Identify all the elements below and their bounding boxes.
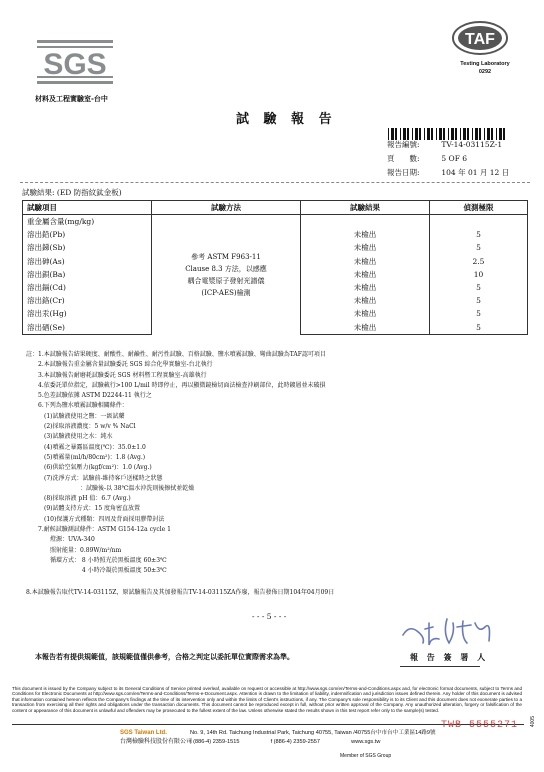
note-line: (10)保護方式種類：四周及背面採用膠帶封法 <box>26 515 165 523</box>
detection-limit: 5 <box>430 241 528 254</box>
note-line: (1)試驗液使用之鹽：一級試藥 <box>26 412 125 420</box>
note-line: (6)供給空氣壓力(kgf/cm²)：1.0 (Avg.) <box>26 464 152 472</box>
note-line: (4)噴霧之暴露區溫度(℃)：35.0±1.0 <box>26 443 146 451</box>
report-title: 試 驗 報 告 <box>236 112 337 127</box>
page-count: 5 OF 6 <box>441 154 468 163</box>
company-name-zh: 台灣檢驗科技股份有限公司 <box>120 739 193 745</box>
test-result: 未檢出 <box>301 307 430 320</box>
note-line: 3.本試驗報告耐磨耗試驗委託 SGS 材料暨工程實驗室-高雄執行 <box>26 371 207 379</box>
taf-logo-text: TAF <box>465 31 495 48</box>
note-line: (2)採取溶液濃度：5 w/v % NaCl <box>26 423 136 431</box>
empty-cell <box>301 215 430 229</box>
detection-limit: 5 <box>430 294 528 307</box>
method-line: (ICP-AES)檢測 <box>201 288 251 297</box>
page-number: - - - 5 - - - <box>252 612 287 621</box>
note-line: 7.耐候試驗測試條件：ASTM G154-12a cycle 1 <box>26 526 171 534</box>
detection-limit: 10 <box>430 268 528 281</box>
note-line: 照射能量：0.89W/m²/nm <box>26 546 122 554</box>
handwritten-signature <box>395 613 525 653</box>
test-item: 溶出砷(As) <box>23 255 152 268</box>
report-number-row <box>387 138 509 152</box>
signatory-label: 報 告 簽 署 人 <box>410 652 489 662</box>
test-item: 溶出鉻(Cr) <box>23 294 152 307</box>
method-line: Clause 8.3 方法，以感應 <box>185 264 267 273</box>
test-item: 溶出鎘(Cd) <box>23 281 152 294</box>
serial-number: TWB 5555271 <box>441 720 519 731</box>
member-text: Member of SGS Group <box>340 753 392 759</box>
detection-limit: 2.5 <box>430 255 528 268</box>
address-line: No. 9, 14th Rd. Taichung Industrial Park, Taichung 40755, Taiwan /40755台中市台中工業區14路9號 <box>190 730 436 736</box>
signature-line <box>400 666 480 667</box>
test-result: 未檢出 <box>301 294 430 307</box>
header-item: 試驗項目 <box>23 201 152 215</box>
report-number: TV-14-03115Z-1 <box>441 140 503 149</box>
results-table <box>22 200 528 335</box>
page-count-row <box>387 152 509 166</box>
sgs-logo <box>35 38 115 88</box>
taf-caption-text: Testing Laboratory <box>460 61 510 67</box>
detection-limit: 5 <box>430 307 528 320</box>
note-line: (5)噴霧量(ml/h/80cm²)：1.8 (Avg.) <box>26 453 146 461</box>
side-code: 4005 <box>530 716 536 728</box>
group-label: 重金屬含量(mg/kg) <box>23 215 152 229</box>
header-result: 試驗結果 <box>301 201 430 215</box>
note-line: 循環方式： 8 小時照光於黑板溫度 60±3℃ <box>26 556 167 564</box>
test-item: 溶出鉛(Pb) <box>23 228 152 241</box>
taf-logo <box>450 18 510 66</box>
test-result: 未檢出 <box>301 268 430 281</box>
note-line: 6.下列為鹽水噴霧試驗相關條件： <box>26 402 128 410</box>
replacement-note: 8.本試驗報告取代TV-14-03115Z，原試驗報告及其加發報告TV-14-03115ZA作廢，報告發佈日期104年04月09日 <box>26 589 335 596</box>
sgs-logo-text: SGS <box>43 48 107 81</box>
divider <box>20 182 530 183</box>
taf-number: 0292 <box>478 69 492 75</box>
contact-line <box>190 738 436 747</box>
header-limit: 偵測極限 <box>430 201 528 215</box>
report-date: 104 年 01 月 12 日 <box>441 168 510 177</box>
website: www.sgs.tw <box>351 739 381 745</box>
detection-limit: 5 <box>430 281 528 294</box>
test-item: 溶出硒(Se) <box>23 321 152 335</box>
method-cell <box>152 215 301 335</box>
taf-caption <box>440 60 530 76</box>
lab-name: 材料及工程實驗室-台中 <box>35 94 108 103</box>
test-result: 未檢出 <box>301 281 430 294</box>
company-name-en: SGS Taiwan Ltd. <box>120 730 167 736</box>
note-line: 2.本試驗報告重金屬含量試驗委託 SGS 綜合化學實驗室-台北執行 <box>26 361 213 369</box>
test-result: 未檢出 <box>301 321 430 335</box>
table-header-row <box>23 201 528 215</box>
note-line: 註：1.本試驗報告結果硬度、耐酸性、耐鹼性、耐污性試驗、百格試驗、鹽水噴霧試驗、彎曲試驗為TAF認可項目 <box>26 351 326 358</box>
report-meta <box>387 138 509 180</box>
disclaimer-text: 本報告若有提供規範值，該規範值僅供參考，合格之判定以委託單位實際需求為準。 <box>35 652 294 661</box>
report-date-label: 報告日期: <box>387 168 420 177</box>
test-item: 溶出鋇(Ba) <box>23 268 152 281</box>
test-item: 溶出汞(Hg) <box>23 307 152 320</box>
fax: f (886-4) 2359-2557 <box>270 739 321 745</box>
test-item: 溶出銻(Sb) <box>23 241 152 254</box>
test-result: 未檢出 <box>301 241 430 254</box>
note-line: 5.色差試驗依據 ASTM D2244-11 執行之 <box>26 392 152 400</box>
empty-cell <box>430 215 528 229</box>
note-line: 燈源：UVA-340 <box>26 536 95 544</box>
report-number-label: 報告編號: <box>387 140 420 149</box>
terms-fine-print: This document is issued by the Company subject to its General Conditions of Service printed overleaf, available on request or accessible at http://www.sgs.com/en/Terms-and-Conditions.aspx and, for electronic format documents, subject to Terms and Conditions for Electronic Documents at http://www.sgs.com/en/Terms-and-Conditions/Terms-e-Document.aspx. Attention is drawn to the limitation of liability, indemnification and jurisdiction issues defined therein. Any holder of this document is advised that information contained hereon reflects the Company's findings at the time of its intervention only and within the limits of Client's instructions, if any. The Company's sole responsibility is to its Client and this document does not exonerate parties to a transaction from exercising all their rights and obligations under the transaction documents. This document cannot be reproduced except in full, without prior written approval of the Company. Any unauthorized alteration, forgery or falsification of the content or appearance of this document is unlawful and offenders may be prosecuted to the fullest extent of the law. Unless otherwise stated the results shown in this test report refer only to the sample(s) tested. <box>12 686 522 713</box>
note-line: (3)試驗液使用之水：純水 <box>26 433 113 441</box>
method-line: 耦合電漿原子發射光譜儀 <box>187 276 265 285</box>
note-line: ：試驗後-以 38℃溫水沖洗則後擦拭並乾燥 <box>26 484 195 492</box>
note-line: (7)洗淨方式：試驗前-維持客戶送樣時之狀態 <box>26 474 163 482</box>
note-line: (8)採取溶液 pH 值：6.7 (Avg.) <box>26 495 131 503</box>
company-address <box>190 729 436 747</box>
report-date-row <box>387 166 509 180</box>
detection-limit: 5 <box>430 321 528 335</box>
note-line: 4 小時冷凝於黑板溫度 50±3℃ <box>26 567 167 575</box>
test-result: 未檢出 <box>301 228 430 241</box>
notes-section <box>26 350 526 577</box>
company-name <box>120 729 192 747</box>
result-header: 試驗結果: (ED 防指紋鈦金板) <box>22 188 122 197</box>
detection-limit: 5 <box>430 228 528 241</box>
phone: t (886-4) 2359-1515 <box>190 739 240 745</box>
note-line: (9)試體支持方式：15 度角密直放置 <box>26 505 141 513</box>
page-count-label: 頁 數: <box>387 154 420 163</box>
table-row <box>23 215 528 229</box>
test-result: 未檢出 <box>301 255 430 268</box>
note-line: 4.依委託單位指定，試驗載行>100 L/mil 時即停止，再以顯微鏡檢切面法檢查沖刷部位，此時鍍層並未破損 <box>26 381 326 389</box>
header-method: 試驗方法 <box>152 201 301 215</box>
method-line: 參考 ASTM F963-11 <box>191 252 261 261</box>
barcode <box>388 125 508 137</box>
